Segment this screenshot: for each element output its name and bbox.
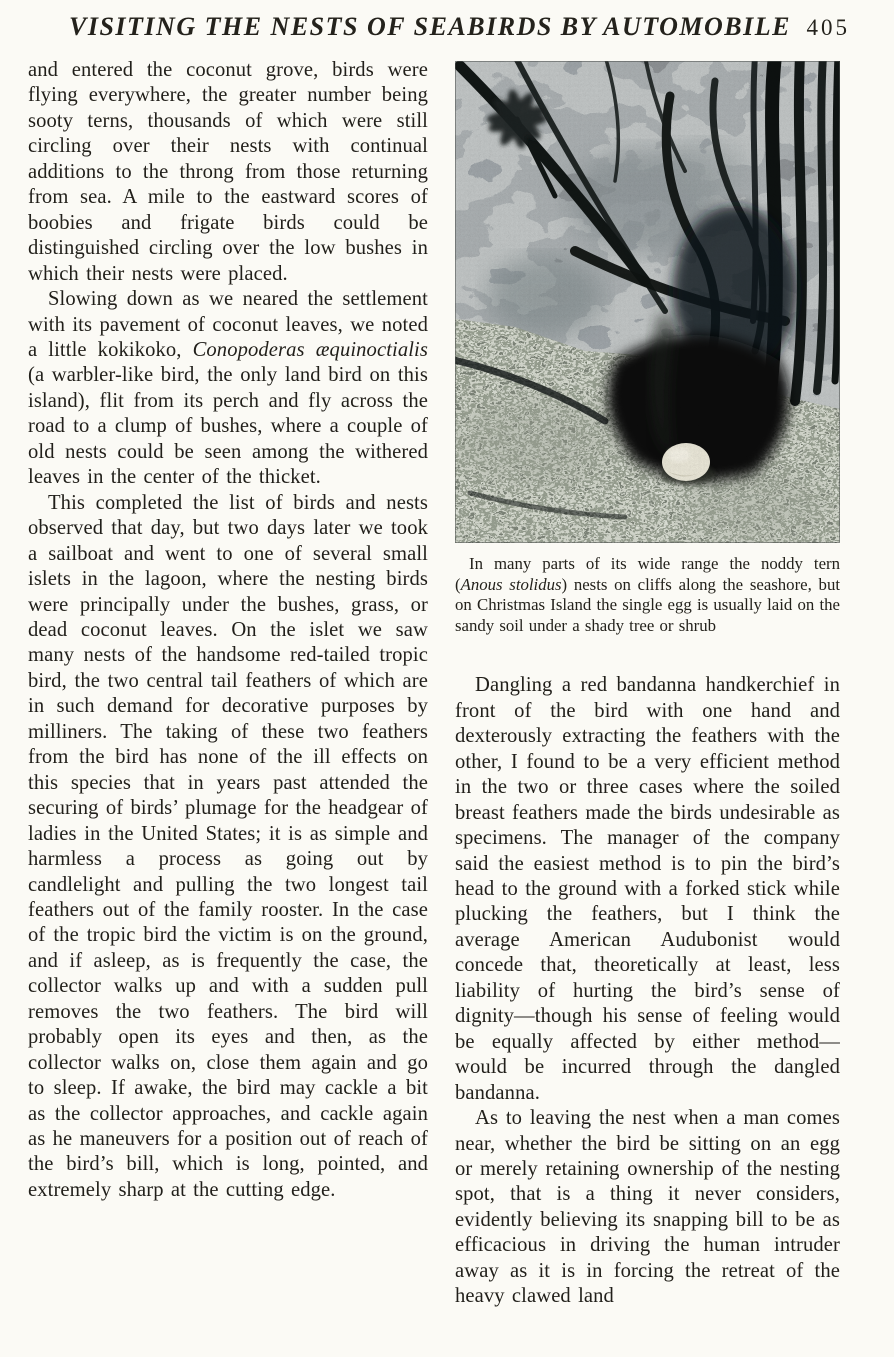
paragraph [28, 287, 428, 491]
text-segment: ) nests on cliffs along the seashore, but on Christmas Island the single egg is usually laid on the sandy soil under a shady tree or shrub [455, 574, 840, 635]
text-segment: Dangling a red bandanna handkerchief in front of the bird with one hand and dexterously extracting the feathers with the other, I found to be a very efficient method in the two or three cases where the soiled breast feathers made the birds undesirable as specimens. The manager of the company said the easiest method is to pin the bird’s head to the ground with a forked stick while plucking the feathers, but I think the average American Audubonist would concede that, theoretically at least, less liability of hurting the bird’s sense of dignity—though his sense of feeling would be equally affected by either method—would be incurred through the dangled bandanna. [455, 674, 840, 1104]
page-number: 405 [806, 15, 850, 40]
text-segment: and entered the coconut grove, birds were flying everywhere, the greater number being sooty terns, thousands of which were still circling over their nests with continual additions to the throng from those returning from sea. A mile to the eastward scores of boobies and frigate birds could be distinguished circling over the low bushes in which their nests were placed. [28, 59, 428, 285]
text-segment: (a warbler-like bird, the only land bird on this island), flit from its perch and fly across the road to a clump of bushes, where a couple of old nests could be seen among the withered leaves in the center of the thicket. [28, 364, 428, 489]
text-segment: As to leaving the nest when a man comes near, whether the bird be sitting on an egg or merely retaining ownership of the nesting spot, that is a thing it never considers, evidently believing its snapping bill to be as efficacious in driving the human intruder away as it is in forcing the retreat of the heavy clawed land [455, 1107, 840, 1308]
text-segment: Slowing down as we neared the settlement with its pavement of coconut leaves, we noted a little kokikoko, [28, 288, 428, 361]
photo-caption [455, 554, 840, 636]
page-header [66, 12, 850, 42]
running-title: VISITING THE NESTS OF SEABIRDS BY AUTOMOBILE [69, 12, 791, 41]
paragraph [455, 673, 840, 1106]
left-column [28, 58, 428, 1310]
text-segment: This completed the list of birds and nests observed that day, but two days later we took a sailboat and went to one of several small islets in the lagoon, where the nesting birds were principally under the bushes, grass, or dead coconut leaves. On the islet we saw many nests of the handsome red-tailed tropic bird, the two central tail feathers of which are in such demand for decorative purposes by milliners. The taking of these two feathers from the bird has none of the ill effects on this species that in years past attended the securing of birds’ plumage for the headgear of ladies in the United States; it is as simple and harmless a process as going out by candlelight and pulling the two longest tail feathers out of the family rooster. In the case of the tropic bird the victim is on the ground, and if asleep, as is frequently the case, the collector walks up and with a sudden pull removes the two feathers. The bird will probably open its eyes and then, as the collector walks on, close them again and go to sleep. If awake, the bird may cackle a bit as the collector approaches, and cackle again as he maneuvers for a position out of reach of the bird’s bill, which is long, pointed, and extremely sharp at the cutting edge. [28, 491, 428, 1201]
noddy-tern-nest-photo [455, 61, 840, 543]
species-name-italic: Anous stolidus [460, 574, 562, 594]
photo-figure [455, 61, 840, 636]
paragraph [28, 58, 428, 287]
paragraph [455, 1106, 840, 1310]
paragraph [28, 491, 428, 1204]
text-segment: In many parts of its wide range the noddy tern ( [455, 554, 840, 594]
two-column-layout [28, 58, 840, 1310]
species-name-italic: Conopoderas æquinoctialis [192, 338, 428, 361]
right-column [455, 58, 840, 1310]
